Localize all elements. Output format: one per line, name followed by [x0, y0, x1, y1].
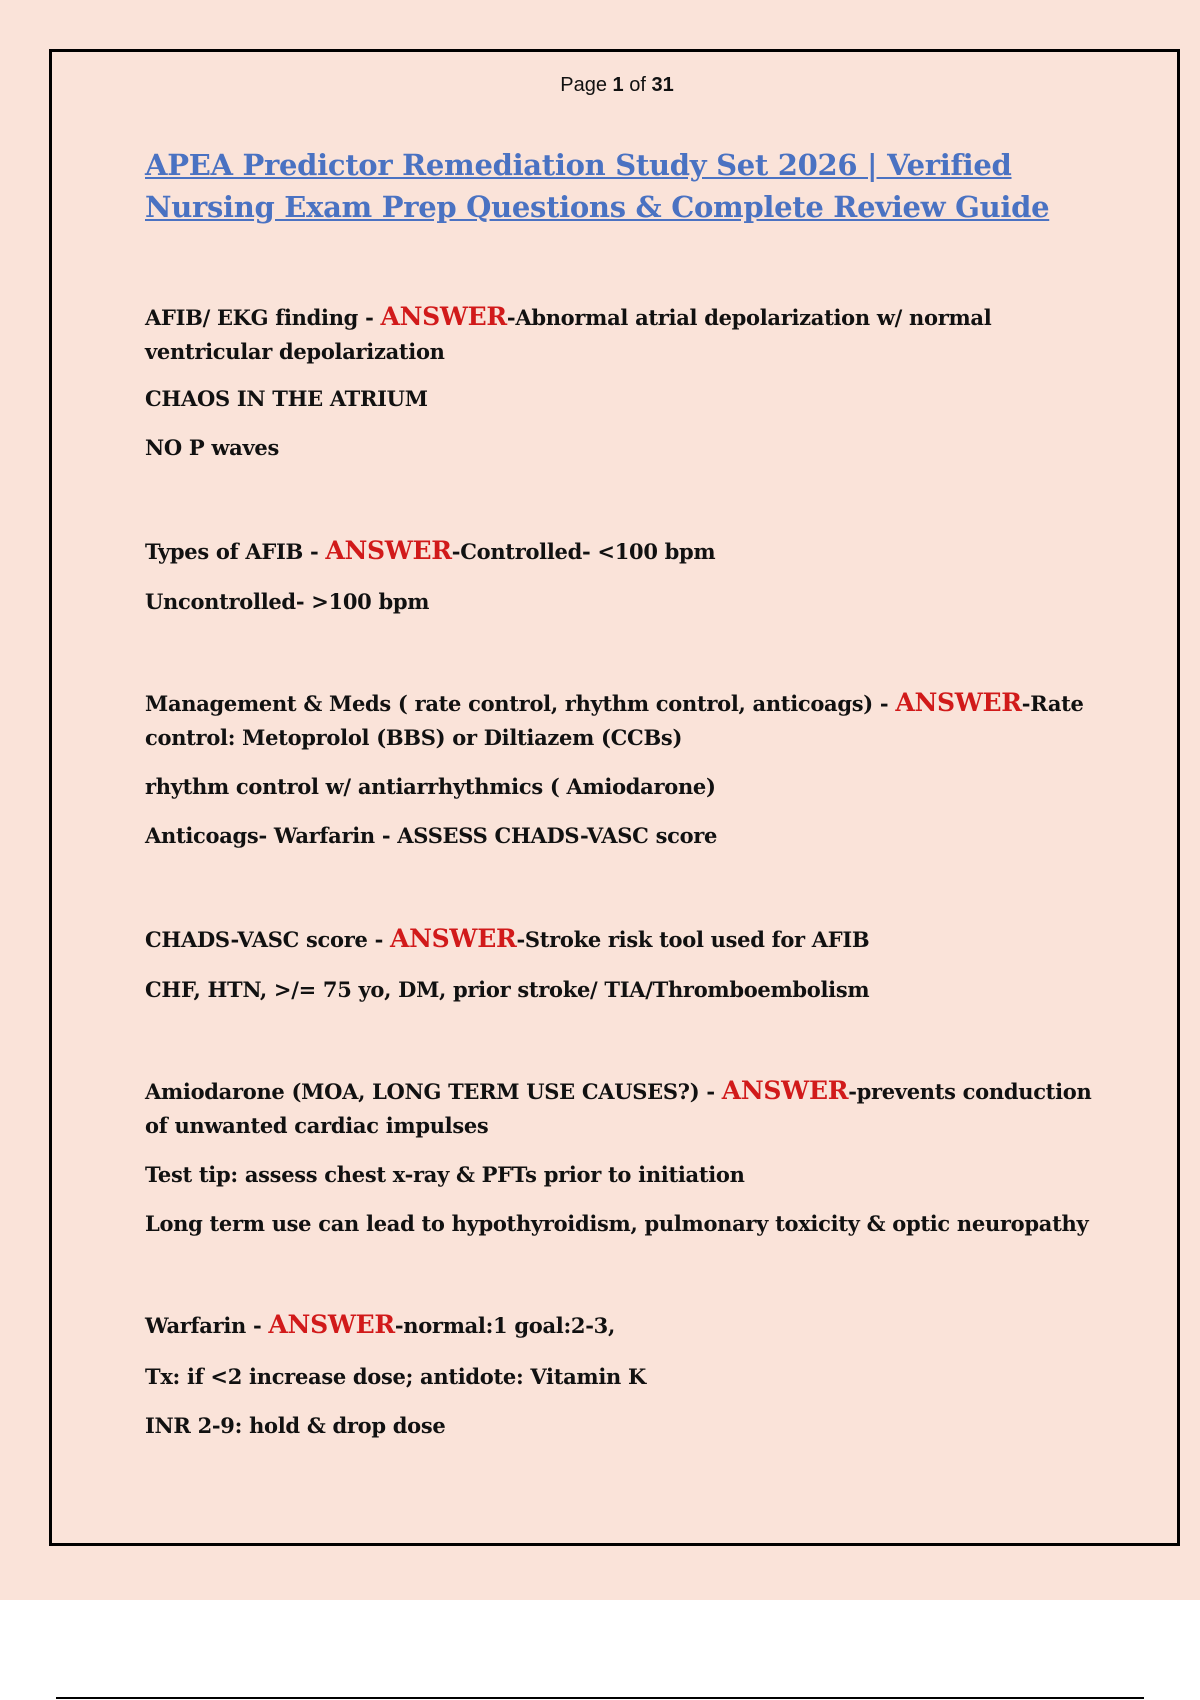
- qa-item-afib-types: [145, 534, 1105, 569]
- qa-item-chads-vasc: [145, 922, 1105, 957]
- qa-item-management-meds: [145, 686, 1105, 755]
- answer-text: -normal:1 goal:2-3,: [394, 1313, 615, 1338]
- next-page-rule: [56, 1697, 1144, 1699]
- question-text: Management & Meds ( rate control, rhythm control, anticoags) -: [145, 691, 896, 716]
- answer-detail: Test tip: assess chest x-ray & PFTs prior to initiation: [145, 1162, 745, 1187]
- answer-detail: Anticoags- Warfarin - ASSESS CHADS-VASC score: [145, 823, 718, 848]
- answer-label: ANSWER: [895, 688, 1022, 717]
- answer-text: -Controlled- <100 bpm: [451, 539, 716, 564]
- answer-detail: Tx: if <2 increase dose; antidote: Vitamin K: [145, 1364, 646, 1389]
- answer-detail: NO P waves: [145, 435, 279, 460]
- answer-detail: Uncontrolled- >100 bpm: [145, 589, 430, 614]
- question-text: Warfarin -: [145, 1313, 269, 1338]
- question-text: AFIB/ EKG finding -: [145, 305, 381, 330]
- answer-detail: INR 2-9: hold & drop dose: [145, 1413, 446, 1438]
- answer-text: -Rate control: Metoprolol (BBS) or Diltiazem (CCBs): [145, 691, 1084, 750]
- answer-detail: rhythm control w/ antiarrhythmics ( Amiodarone): [145, 774, 716, 799]
- answer-label: ANSWER: [380, 302, 507, 331]
- qa-item-afib-ekg: [145, 300, 1105, 369]
- answer-detail: CHAOS IN THE ATRIUM: [145, 386, 428, 411]
- question-text: Amiodarone (MOA, LONG TERM USE CAUSES?) -: [145, 1079, 722, 1104]
- answer-label: ANSWER: [390, 924, 517, 953]
- answer-label: ANSWER: [325, 536, 452, 565]
- answer-text: -prevents conduction of unwanted cardiac impulses: [145, 1079, 1092, 1138]
- document-title-link[interactable]: APEA Predictor Remediation Study Set 2026 | Verified Nursing Exam Prep Questions & Complete Review Guide: [145, 148, 1050, 224]
- answer-detail: CHF, HTN, >/= 75 yo, DM, prior stroke/ TIA/Thromboembolism: [145, 977, 870, 1002]
- answer-label: ANSWER: [721, 1076, 849, 1105]
- page-number: Page 1 of 31: [560, 74, 674, 96]
- answer-label: ANSWER: [268, 1310, 395, 1339]
- question-text: Types of AFIB -: [145, 539, 326, 564]
- answer-detail: Long term use can lead to hypothyroidism, pulmonary toxicity & optic neuropathy: [145, 1211, 1089, 1236]
- qa-item-warfarin: [145, 1308, 1105, 1343]
- answer-text: -Stroke risk tool used for AFIB: [516, 927, 870, 952]
- qa-item-amiodarone: [145, 1074, 1105, 1143]
- question-text: CHADS-VASC score -: [145, 927, 391, 952]
- answer-text: -Abnormal atrial depolarization w/ normal ventricular depolarization: [145, 305, 992, 364]
